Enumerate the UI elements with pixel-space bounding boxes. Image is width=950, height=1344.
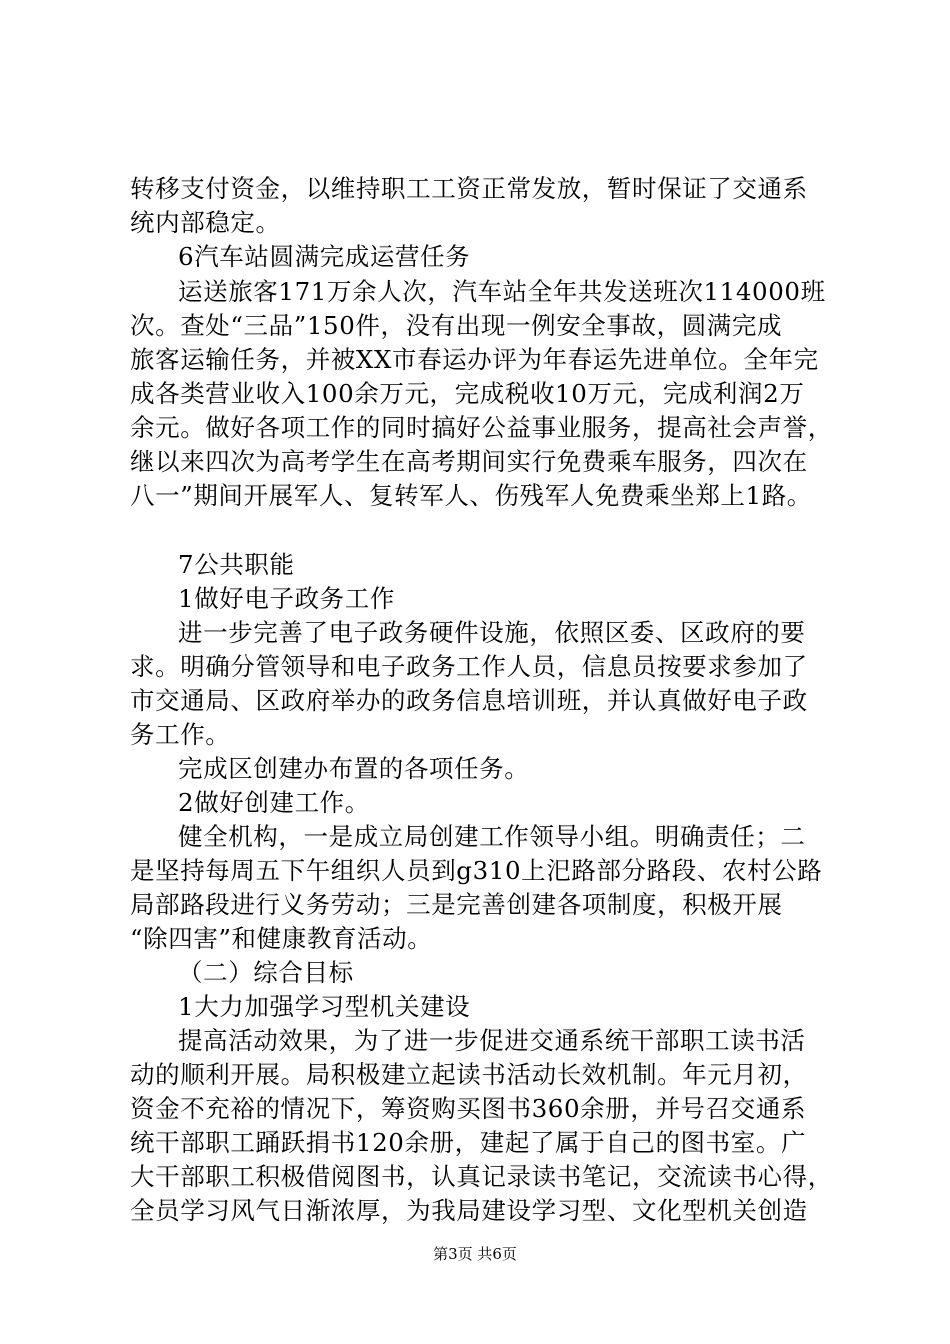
text-line: 运送旅客171万余人次，汽车站全年共发送班次114000班	[178, 277, 826, 306]
text-line: 大干部职工积极借阅图书，认真记录读书笔记，交流读书心得，	[130, 1162, 833, 1191]
section-heading: 1做好电子政务工作	[178, 584, 395, 613]
text-line: 求。明确分管领导和电子政务工作人员，信息员按要求参加了	[130, 652, 808, 681]
text-line: 务工作。	[130, 720, 231, 749]
text-line: 转移支付资金，以维持职工工资正常发放，暂时保证了交通系	[130, 174, 808, 203]
section-heading: 2做好创建工作。	[178, 788, 370, 817]
text-line: 进一步完善了电子政务硬件设施，依照区委、区政府的要	[178, 618, 806, 647]
page-footer: 第3页 共6页	[433, 1245, 517, 1263]
text-line: 余元。做好各项工作的同时搞好公益事业服务，提高社会声誉，	[130, 413, 833, 442]
text-line: 完成区创建办布置的各项任务。	[178, 754, 530, 783]
section-heading: 7公共职能	[178, 550, 295, 579]
text-line: 动的顺利开展。局积极建立起读书活动长效机制。年元月初，	[130, 1060, 808, 1089]
text-line: “除四害”和健康教育活动。	[130, 924, 433, 953]
text-line: 全员学习风气日渐浓厚，为我局建设学习型、文化型机关创造	[130, 1196, 808, 1225]
text-line: 提高活动效果，为了进一步促进交通系统干部职工读书活	[178, 1026, 806, 1055]
text-line: 继以来四次为高考学生在高考期间实行免费乘车服务，四次在	[130, 447, 808, 476]
text-line: 局部路段进行义务劳动；三是完善创建各项制度，积极开展	[130, 890, 783, 919]
text-line: 市交通局、区政府举办的政务信息培训班，并认真做好电子政	[130, 686, 808, 715]
text-line: 八一”期间开展军人、复转军人、伤残军人免费乘坐郑上1路。	[130, 481, 812, 510]
text-line: 次。查处“三品”150件，没有出现一例安全事故，圆满完成	[130, 311, 783, 340]
section-heading: 1大力加强学习型机关建设	[178, 992, 471, 1021]
text-line: 是坚持每周五下午组织人员到g310上汜路部分路段、农村公路	[130, 856, 823, 885]
text-line: 资金不充裕的情况下，筹资购买图书360余册，并号召交通系	[130, 1094, 807, 1123]
text-line: 成各类营业收入100余万元，完成税收10万元，完成利润2万	[130, 379, 805, 408]
text-line: 统干部职工踊跃捐书120余册，建起了属于自己的图书室。广	[130, 1128, 807, 1157]
text-line: 健全机构，一是成立局创建工作领导小组。明确责任；二	[178, 822, 806, 851]
section-heading: （二）综合目标	[178, 958, 354, 987]
text-line: 统内部稳定。	[130, 208, 281, 237]
text-line: 旅客运输任务，并被XX市春运办评为年春运先进单位。全年完	[130, 345, 819, 374]
section-heading: 6汽车站圆满完成运营任务	[178, 242, 471, 271]
